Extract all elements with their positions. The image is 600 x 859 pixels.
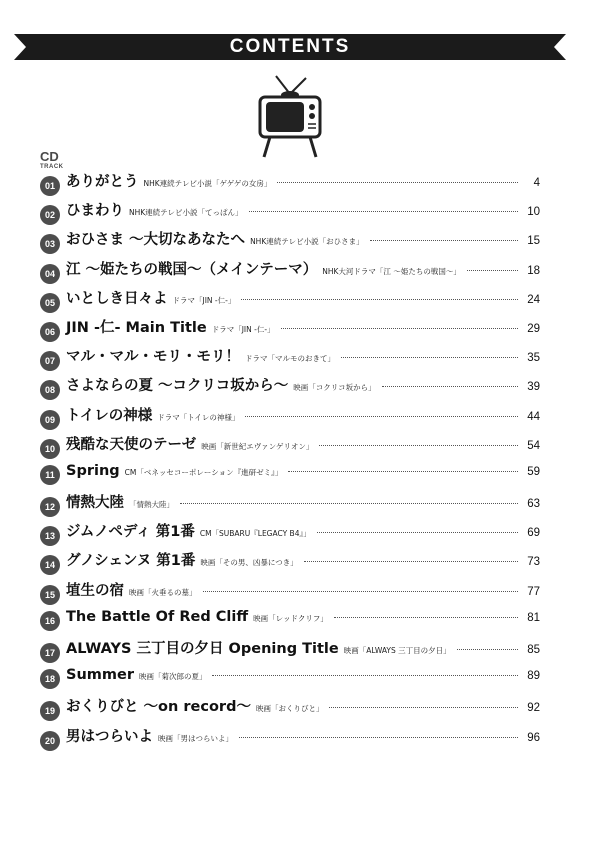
toc-entry-05: [40, 287, 540, 315]
toc-entry-01: [40, 170, 540, 198]
page-number: 77: [527, 585, 540, 598]
entry-title: Summer: [66, 667, 134, 684]
toc-entry-15: [40, 579, 540, 607]
contents-banner: [14, 34, 566, 60]
entry-title: Spring: [66, 462, 120, 479]
page-number: 92: [527, 702, 540, 715]
entry-source: 映画「火垂るの墓」: [129, 587, 197, 597]
track-number-badge: 06: [40, 322, 60, 342]
page-number: 69: [527, 527, 540, 540]
entry-title: おくりびと 〜on record〜: [66, 699, 251, 716]
dot-leader: [249, 211, 518, 212]
toc-entry-11: [40, 462, 540, 490]
page-number: 39: [527, 381, 540, 394]
dot-leader: [370, 240, 518, 241]
track-number-badge: 17: [40, 643, 60, 663]
page-number: 44: [527, 410, 540, 423]
toc-entry-19: [40, 695, 540, 723]
entry-title: ひまわり: [66, 203, 124, 220]
entry-title: グノシェンヌ 第1番: [66, 553, 196, 570]
toc-entry-03: [40, 228, 540, 256]
page-number: 73: [527, 556, 540, 569]
track-number-badge: 07: [40, 351, 60, 371]
entry-title: ALWAYS 三丁目の夕日 Opening Title: [66, 641, 339, 657]
dot-leader: [341, 357, 518, 358]
track-label-text: TRACK: [40, 164, 64, 170]
dot-leader: [239, 737, 518, 738]
track-number-badge: 14: [40, 555, 60, 575]
toc-entry-07: [40, 345, 540, 373]
track-number-badge: 12: [40, 497, 60, 517]
toc-entry-13: [40, 520, 540, 548]
track-number-badge: 01: [40, 176, 60, 196]
dot-leader: [457, 649, 518, 650]
track-number-badge: 02: [40, 205, 60, 225]
television-icon: [256, 74, 324, 158]
entry-source: 映画「その男、凶暴につき」: [200, 558, 298, 568]
entry-title: トイレの神様: [66, 407, 153, 424]
page-number: 81: [527, 611, 540, 624]
track-number-badge: 18: [40, 669, 60, 689]
track-number-badge: 03: [40, 234, 60, 254]
dot-leader: [241, 299, 518, 300]
dot-leader: [180, 503, 518, 504]
entry-title: 残酷な天使のテーゼ: [66, 436, 197, 453]
contents-list: [40, 170, 540, 754]
page-title: CONTENTS: [229, 36, 351, 57]
dot-leader: [317, 532, 518, 533]
dot-leader: [329, 707, 518, 708]
toc-entry-18: [40, 666, 540, 694]
entry-title: 情熱大陸: [66, 495, 124, 512]
entry-source: ドラマ「マルモのおきて」: [245, 354, 335, 364]
track-number-badge: 15: [40, 585, 60, 605]
entry-title: おひさま 〜大切なあなたへ: [66, 232, 246, 249]
entry-title: JIN -仁- Main Title: [66, 319, 207, 336]
dot-leader: [288, 471, 518, 472]
entry-source: 映画「コクリコ坂から」: [293, 383, 376, 393]
dot-leader: [277, 182, 518, 183]
entry-source: 映画「ALWAYS 三丁目の夕日」: [343, 646, 451, 655]
track-number-badge: 13: [40, 526, 60, 546]
page-number: 89: [527, 670, 540, 683]
dot-leader: [304, 561, 518, 562]
toc-entry-16: [40, 608, 540, 636]
entry-source: 映画「菊次郎の夏」: [138, 672, 207, 682]
track-number-badge: 05: [40, 293, 60, 313]
toc-entry-17: [40, 637, 540, 665]
toc-entry-09: [40, 404, 540, 432]
page-number: 35: [527, 352, 540, 365]
entry-source: ドラマ「トイレの神様」: [157, 412, 240, 422]
dot-leader: [319, 445, 518, 446]
entry-source: NHK大河ドラマ「江 〜姫たちの戦国〜」: [322, 266, 461, 276]
entry-title: マル・マル・モリ・モリ！: [66, 349, 240, 366]
entry-title: ありがとう: [66, 174, 139, 190]
entry-source: NHK連続テレビ小説「てっぱん」: [129, 208, 243, 218]
entry-source: 映画「レッドクリフ」: [253, 613, 328, 623]
page-number: 85: [527, 644, 540, 656]
page-number: 4: [533, 177, 540, 189]
entry-title: 埴生の宿: [66, 582, 124, 599]
page-number: 24: [527, 293, 540, 306]
toc-entry-14: [40, 549, 540, 577]
page-number: 96: [527, 731, 540, 744]
page-number: 10: [527, 206, 540, 219]
toc-entry-08: [40, 374, 540, 402]
page-number: 29: [527, 322, 540, 335]
entry-source: 映画「男はつらいよ」: [158, 733, 233, 743]
toc-entry-02: [40, 199, 540, 227]
track-number-badge: 20: [40, 731, 60, 751]
toc-entry-10: [40, 433, 540, 461]
entry-source: 映画「新世紀エヴァンゲリオン」: [201, 441, 314, 451]
entry-source: 映画「おくりびと」: [255, 704, 324, 714]
entry-title: いとしき日々よ: [66, 290, 168, 307]
track-number-badge: 19: [40, 701, 60, 721]
track-number-badge: 16: [40, 611, 60, 631]
toc-entry-20: [40, 725, 540, 753]
entry-source: ドラマ「JIN -仁-」: [172, 295, 236, 305]
page-number: 18: [527, 264, 540, 277]
entry-title: さよならの夏 〜コクリコ坂から〜: [66, 378, 289, 395]
toc-entry-12: [40, 491, 540, 519]
entry-source: CM「SUBARU『LEGACY B4』」: [199, 529, 311, 539]
track-number-badge: 09: [40, 410, 60, 430]
entry-source: ドラマ「JIN -仁-」: [211, 324, 275, 334]
page-number: 63: [527, 498, 540, 511]
entry-source: CM「ベネッセコーポレーション『進研ゼミ』」: [124, 467, 283, 477]
dot-leader: [334, 617, 518, 618]
dot-leader: [382, 386, 518, 387]
dot-leader: [203, 591, 519, 592]
cd-track-label: [40, 150, 64, 170]
entry-title: ジムノペディ 第1番: [66, 524, 195, 541]
cd-label-text: CD: [40, 149, 59, 164]
entry-title: 男はつらいよ: [66, 728, 153, 745]
entry-source: 「情熱大陸」: [129, 500, 174, 510]
entry-source: NHK連続テレビ小説「ゲゲゲの女房」: [143, 179, 272, 188]
track-number-badge: 11: [40, 465, 60, 485]
entry-title: The Battle Of Red Cliff: [66, 608, 249, 625]
page-number: 59: [527, 465, 540, 478]
track-number-badge: 04: [40, 264, 60, 284]
dot-leader: [212, 675, 518, 676]
track-number-badge: 10: [40, 439, 60, 459]
page-number: 54: [527, 439, 540, 452]
entry-source: NHK連続テレビ小説「おひさま」: [250, 237, 364, 247]
toc-entry-04: [40, 258, 540, 286]
dot-leader: [245, 416, 518, 417]
page-number: 15: [527, 235, 540, 248]
entry-title: 江 〜姫たちの戦国〜（メインテーマ）: [66, 261, 318, 278]
toc-entry-06: [40, 316, 540, 344]
dot-leader: [281, 328, 518, 329]
dot-leader: [467, 270, 518, 271]
track-number-badge: 08: [40, 380, 60, 400]
